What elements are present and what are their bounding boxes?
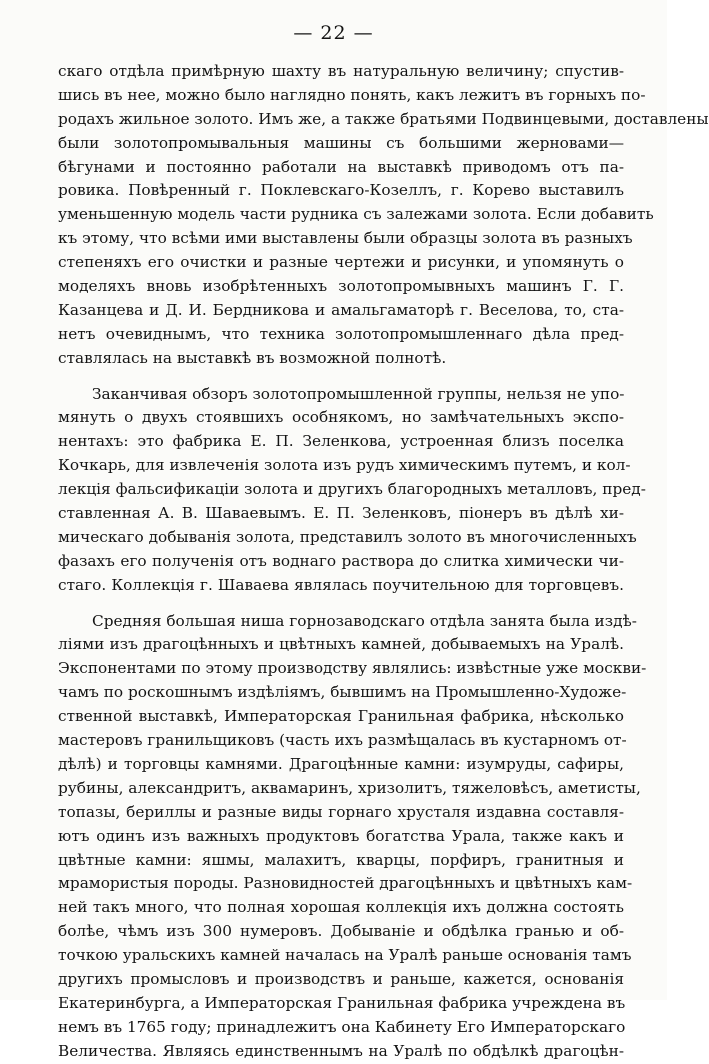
text-line: рубины, александритъ, аквамаринъ, хризолитъ, тяжеловѣсъ, аметисты, — [58, 778, 641, 797]
paragraph-gap — [58, 598, 624, 610]
text-line: фазахъ его полученія отъ воднаго раствора до слитка химически чи- — [58, 551, 624, 570]
paragraph-1 — [58, 60, 709, 371]
text-line: мянуть о двухъ стоявшихъ особнякомъ, но замѣчательныхъ экспо- — [58, 408, 624, 427]
text-line: дѣлѣ) и торговцы камнями. Драгоцѣнные камни: изумруды, сафиры, — [58, 754, 624, 773]
paragraph-2 — [58, 383, 646, 598]
text-line: чамъ по роскошнымъ издѣліямъ, бывшимъ на Промышленно-Художе- — [58, 683, 627, 702]
text-line: ставлялась на выставкѣ въ возможной полнотѣ. — [58, 348, 447, 367]
text-line: уменьшенную модель части рудника съ залежами золота. Если добавить — [58, 205, 654, 224]
text-line: мическаго добыванія золота, представилъ золото въ многочисленныхъ — [58, 527, 637, 546]
text-line: были золотопромывальныя машины съ большими жерновами— — [58, 133, 624, 152]
text-line: бѣгунами и постоянно работали на выставкѣ приводомъ отъ па- — [58, 157, 624, 176]
text-line: нентахъ: это фабрика Е. П. Зеленкова, устроенная близъ поселка — [58, 432, 624, 451]
text-line: другихъ промысловъ и производствъ и раньше, кажется, основанія — [58, 969, 624, 988]
text-line: ставленная А. В. Шаваевымъ. Е. П. Зеленковъ, піонеръ въ дѣлѣ хи- — [58, 504, 624, 523]
body-text — [58, 60, 709, 1064]
text-line: ліями изъ драгоцѣнныхъ и цвѣтныхъ камней, добываемыхъ на Уралѣ. — [58, 635, 624, 654]
text-line: лекція фальсификаціи золота и другихъ благородныхъ металловъ, пред- — [58, 480, 646, 499]
text-line: степеняхъ его очистки и разные чертежи и рисунки, и упомянуть о — [58, 253, 624, 272]
text-line: немъ въ 1765 году; принадлежитъ она Кабинету Его Императорскаго — [58, 1017, 626, 1036]
text-line: шись въ нее, можно было наглядно понять, какъ лежитъ въ горныхъ по- — [58, 85, 646, 104]
text-line: родахъ жильное золото. Имъ же, а также братьями Подвинцевыми, доставлены — [58, 109, 709, 128]
text-line: моделяхъ вновь изобрѣтенныхъ золотопромывныхъ машинъ Г. Г. — [58, 277, 624, 296]
text-line: Величества. Являясь единственнымъ на Уралѣ по обдѣлкѣ драгоцѣн- — [58, 1041, 624, 1060]
paragraph-gap — [58, 371, 624, 383]
paragraph-3 — [58, 610, 647, 1064]
text-line: Заканчивая обзоръ золотопромышленной группы, нельзя не упо- — [92, 384, 625, 403]
text-line: Кочкарь, для извлеченія золота изъ рудъ химическимъ путемъ, и кол- — [58, 456, 631, 475]
text-line: болѣе, чѣмъ изъ 300 нумеровъ. Добываніе и обдѣлка гранью и об- — [58, 922, 624, 941]
text-line: ственной выставкѣ, Императорская Гранильная фабрика, нѣсколько — [58, 707, 624, 726]
text-line: стаго. Коллекція г. Шаваева являлась поучительною для торговцевъ. — [58, 575, 624, 594]
text-line: Экспонентами по этому производству являлись: извѣстные уже москви- — [58, 659, 647, 678]
text-line: Казанцева и Д. И. Бердникова и амальгаматорѣ г. Веселова, то, ста- — [58, 300, 624, 319]
text-line: мрамористыя породы. Разновидностей драгоцѣнныхъ и цвѣтныхъ кам- — [58, 874, 633, 893]
text-line: мастеровъ гранильщиковъ (часть ихъ размѣщалась въ кустарномъ от- — [58, 731, 627, 750]
text-line: ровика. Повѣренный г. Поклевскаго-Козеллъ, г. Корево выставилъ — [58, 181, 624, 200]
text-line: ютъ одинъ изъ важныхъ продуктовъ богатства Урала, также какъ и — [58, 826, 624, 845]
text-line: къ этому, что всѣми ими выставлены были образцы золота въ разныхъ — [58, 229, 633, 248]
text-line: точкою уральскихъ камней началась на Уралѣ раньше основанія тамъ — [58, 946, 632, 965]
text-line: нетъ очевиднымъ, что техника золотопромышленнаго дѣла пред- — [58, 324, 624, 343]
text-line: цвѣтные камни: яшмы, малахитъ, кварцы, порфиръ, гранитныя и — [58, 850, 624, 869]
text-line: скаго отдѣла примѣрную шахту въ натуральную величину; спустив- — [58, 62, 624, 80]
text-line: ней такъ много, что полная хорошая коллекція ихъ должна состоять — [58, 898, 624, 917]
text-line: топазы, бериллы и разные виды горнаго хрусталя издавна составля- — [58, 802, 624, 821]
text-line: Средняя большая ниша горнозаводскаго отдѣла занята была издѣ- — [92, 611, 637, 630]
text-line: Екатеринбурга, а Императорская Гранильная фабрика учреждена въ — [58, 993, 626, 1012]
page-number: — 22 — — [293, 22, 374, 44]
